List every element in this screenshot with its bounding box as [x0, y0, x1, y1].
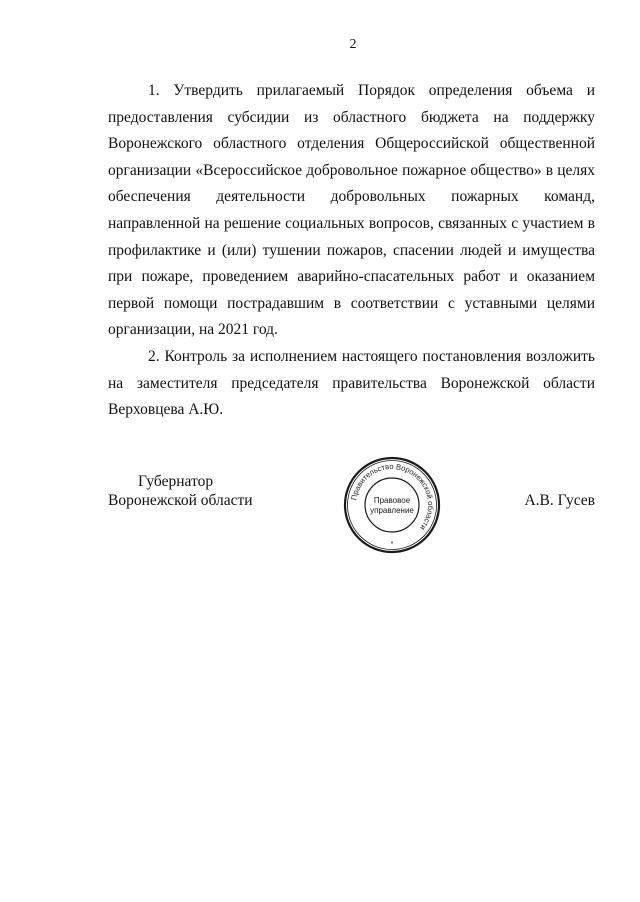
stamp-ring-text: Правительство Воронежской области: [349, 461, 436, 533]
official-stamp: [342, 455, 442, 555]
document-body: [108, 78, 595, 424]
signer-name: А.В. Гусев: [524, 492, 595, 509]
signer-title-line2: Воронежской области: [108, 492, 253, 509]
page-number: 2: [349, 37, 357, 52]
stamp-seal-icon: [342, 455, 442, 555]
stamp-center-line2: управление: [370, 506, 414, 515]
signer-title-line1: Губернатор: [138, 473, 214, 490]
paragraph-2: 2. Контроль за исполнением настоящего постановления возложить на заместителя председателя правительства Воронежской области Верховцева А.Ю.: [108, 347, 595, 419]
signer-title: [108, 472, 253, 510]
stamp-star: *: [390, 541, 394, 548]
paragraph-1: 1. Утвердить прилагаемый Порядок определения объема и предоставления субсидии из областного бюджета на поддержку Воронежского областного отделения Общероссийской общественной организации «Всероссийское добровольное пожарное общество» в целях обеспечения деятельности добровольных пожарных команд, направленной на решение социальных вопросов, связанных с участием в профилактике и (или) тушении пожаров, спасении людей и имущества при пожаре, проведением аварийно-спасательных работ и оказанием первой помощи пострадавшим в соответствии с уставными целями организации, на 2021 год.: [108, 82, 595, 339]
stamp-center-line1: Правовое: [373, 496, 411, 505]
